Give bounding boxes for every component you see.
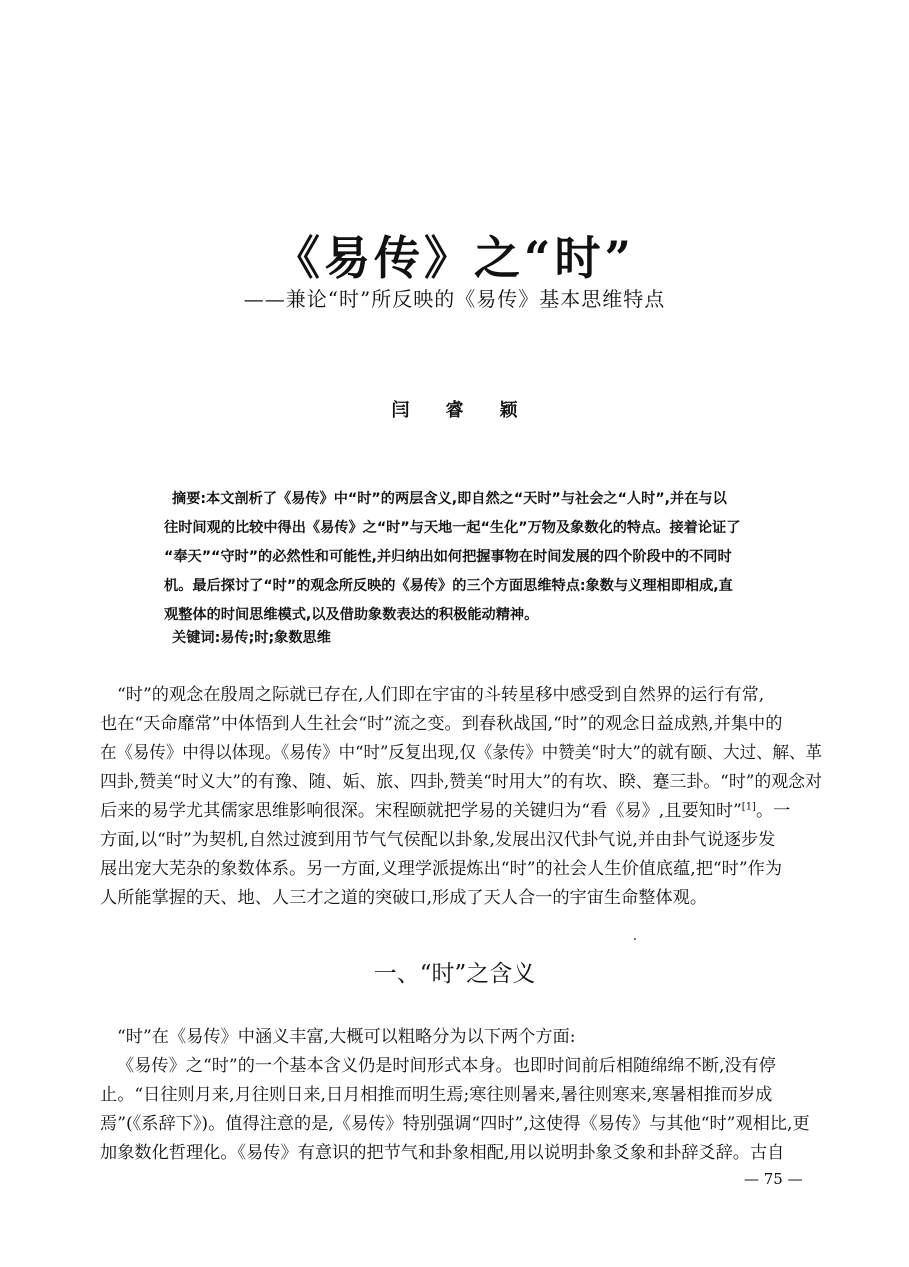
- abstract-line: “奉天”“守时”的必然性和可能性,并归纳出如何把握事物在时间发展的四个阶段中的不同时: [164, 549, 732, 565]
- paragraph-line: 在《易传》中得以体现。《易传》中“时”反复出现,仅《彖传》中赞美“时大”的就有颐、大过、解、革: [100, 743, 822, 763]
- abstract-line: 摘要:本文剖析了《易传》中“时”的两层含义,即自然之“天时”与社会之“人时”,并在与以: [172, 491, 727, 507]
- paragraph-line: 也在“天命靡常”中体悟到人生社会“时”流之变。到春秋战国,“时”的观念日益成熟,并集中的: [100, 714, 783, 734]
- paragraph-line: 四卦,赞美“时义大”的有豫、随、姤、旅、四卦,赞美“时用大”的有坎、睽、蹇三卦。“时”的观念对: [100, 772, 823, 792]
- article-title: 《易传》之“时”: [274, 231, 635, 285]
- paragraph-line: 方面,以“时”为契机,自然过渡到用节气气侯配以卦象,发展出汉代卦气说,并由卦气说逐步发: [100, 830, 776, 850]
- section-heading: 一、“时”之含义: [373, 961, 536, 987]
- paragraph-line: 《易传》之“时”的一个基本含义仍是时间形式本身。也即时间前后相随绵绵不断,没有停: [117, 1056, 776, 1076]
- scan-speck: [634, 938, 636, 940]
- paragraph-text: 后来的易学尤其儒家思维影响很深。宋程颐就把学易的关键归为“看《易》,且要知时”: [100, 801, 742, 821]
- abstract-line: 观整体的时间思维模式,以及借助象数表达的积极能动精神。: [164, 607, 539, 623]
- footnote-reference[interactable]: [1]: [741, 801, 756, 813]
- paragraph-line: 展出宠大芜杂的象数体系。另一方面,义理学派提炼出“时”的社会人生价值底蕴,把“时”作为: [100, 859, 783, 879]
- paragraph-line: [100, 796, 790, 821]
- keywords: 关键词:易传;时;象数思维: [172, 630, 331, 646]
- paragraph-line: “时”在《易传》中涵义丰富,大概可以粗略分为以下两个方面:: [117, 1027, 576, 1047]
- abstract-line: 机。最后探讨了“时”的观念所反映的《易传》的三个方面思维特点:象数与义理相即相成,直: [164, 578, 733, 594]
- author: [0, 396, 909, 422]
- paragraph-line: 止。“日往则月来,月往则日来,日月相推而明生焉;寒往则暑来,暑往则寒来,寒暑相推而岁成: [100, 1085, 773, 1105]
- author-char: 睿: [445, 400, 464, 421]
- paragraph-line: 加象数化哲理化。《易传》有意识的把节气和卦象相配,用以说明卦象爻象和卦辞爻辞。古自: [100, 1143, 785, 1163]
- author-char: 颖: [499, 400, 518, 421]
- abstract-line: 往时间观的比较中得出《易传》之“时”与天地一起“生化”万物及象数化的特点。接着论证了: [164, 520, 741, 536]
- paragraph-line: “时”的观念在殷周之际就已存在,人们即在宇宙的斗转星移中感受到自然界的运行有常,: [117, 685, 765, 705]
- article-subtitle: ——兼论“时”所反映的《易传》基本思维特点: [243, 287, 666, 311]
- paragraph-text: 。一: [755, 801, 791, 821]
- paragraph-line: 焉”(《系辞下》)。值得注意的是,《易传》特别强调“四时”,这使得《易传》与其他“时”观相比,更: [100, 1114, 810, 1134]
- paragraph-line: 人所能掌握的天、地、人三才之道的突破口,形成了天人合一的宇宙生命整体观。: [100, 888, 708, 908]
- page-number: — 75 —: [744, 1170, 803, 1188]
- author-char: 闫: [391, 400, 410, 421]
